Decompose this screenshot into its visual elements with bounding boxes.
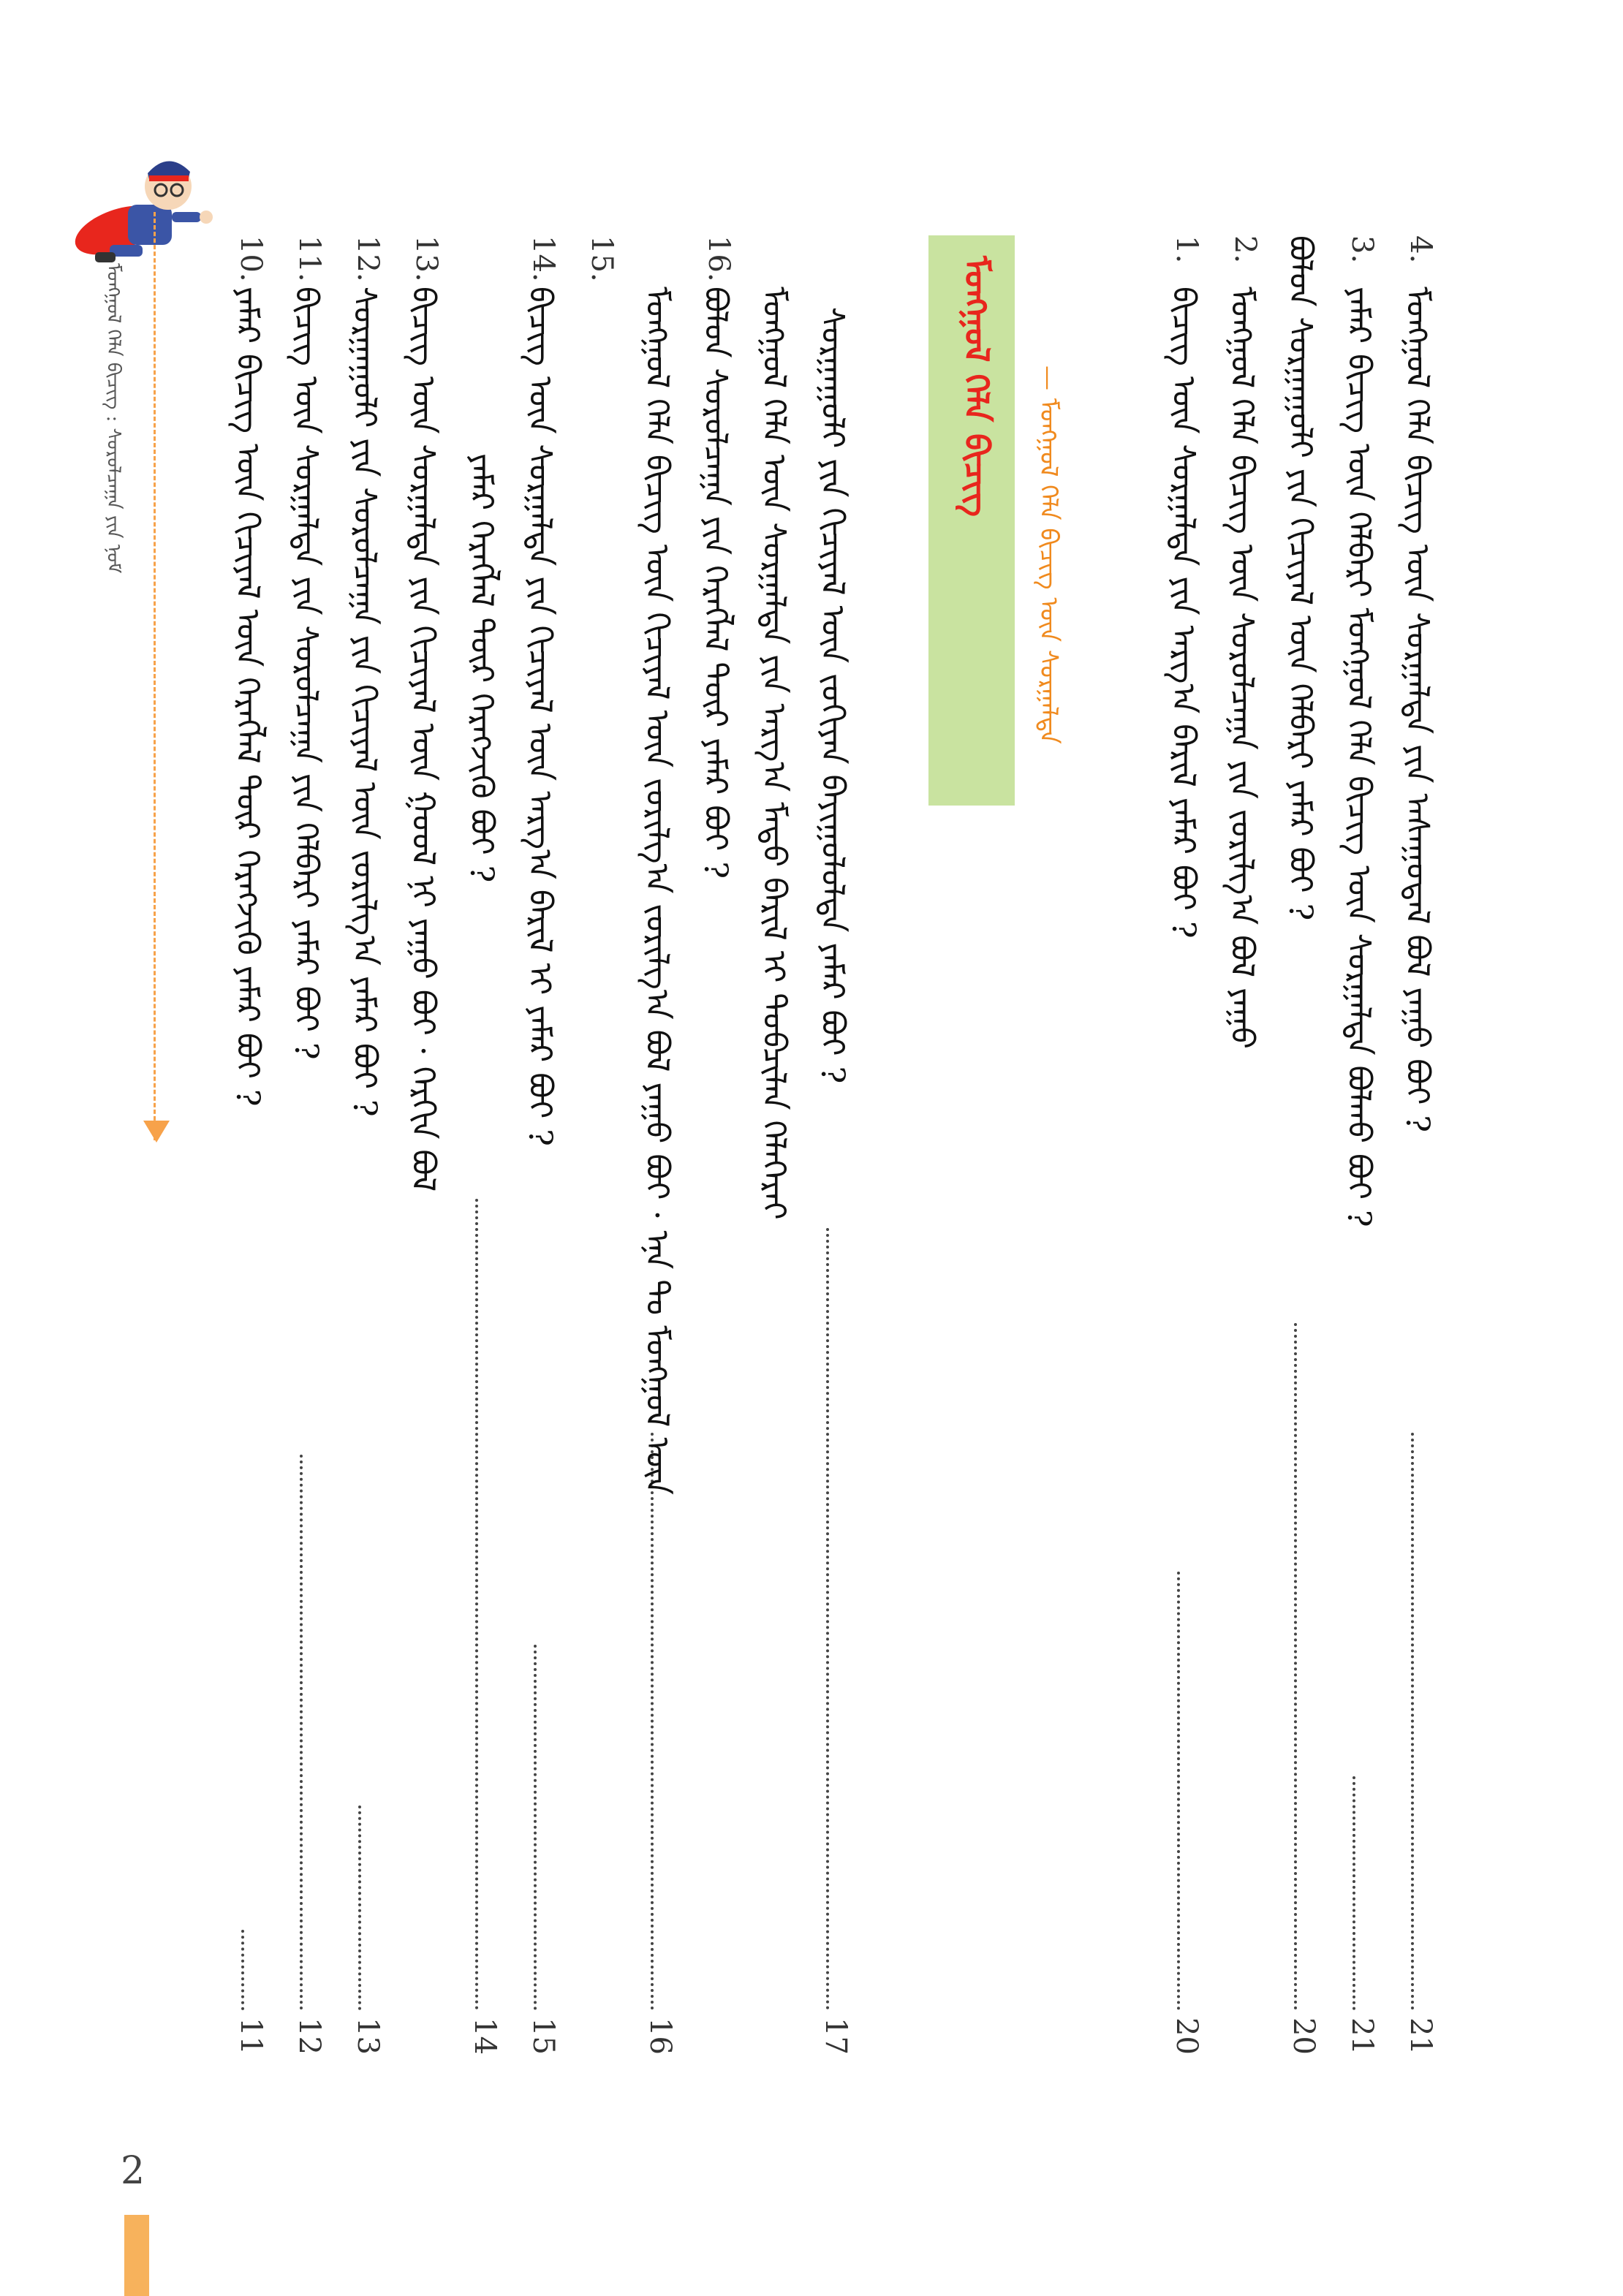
leader-dots [300, 1455, 307, 2010]
leader-dots [241, 1930, 249, 2010]
item-text: ᠪᠣᠯᠤᠨ ᠰᠤᠷᠤᠯᠴᠠᠭᠠ ᠶᠢᠨ ᠬᠡᠷᠡᠭᠯᠡᠯ ᠲᠦᠷ ᠶᠠᠮᠠᠷ ᠪᠤᠢ ? [697, 287, 734, 879]
item-text: ᠰᠤᠷᠭᠠᠭᠤᠯᠢ ᠶᠢᠨ ᠬᠢᠴᠢᠶᠡᠯ ᠦᠨ ᠵᠣᠬᠢᠶᠠᠨ ᠪᠠᠶᠢᠭᠤᠯᠤᠯᠲᠠ ᠶᠠᠮᠠᠷ ᠪᠤᠢ ? [814, 307, 851, 1084]
leader-dots [534, 1645, 541, 2010]
footer-arrow-icon [143, 1121, 170, 1143]
leader-dots [475, 1199, 483, 2010]
footer-dashed-line [154, 212, 156, 1140]
item-text: ᠰᠤᠷᠭᠠᠭᠤᠯᠢ ᠶᠢᠨ ᠰᠤᠷᠤᠯᠴᠠᠭᠠ ᠶᠢᠨ ᠬᠢᠴᠢᠶᠡᠯ ᠦᠨ ᠵᠣᠷᠢᠯᠭ᠎ᠠ ᠶᠠᠮᠠᠷ ᠪᠤᠢ ? [346, 287, 383, 1117]
item-number: 15. [585, 235, 618, 282]
item-text: ᠶᠠᠮᠠᠷ ᠬᠡᠷᠡᠭᠯᠡᠯ ᠲᠦᠷ ᠬᠡᠷᠡᠭᠵᠢᠬᠦ ᠪᠤᠢ ? [463, 453, 500, 883]
item-number: 14. [526, 235, 560, 282]
page-tab-marker [124, 2215, 149, 2296]
leader-dots [1352, 1776, 1360, 2010]
item-number: 1. [1170, 235, 1203, 264]
leader-dots [1411, 1433, 1418, 2010]
leader-dots [1294, 1323, 1301, 2010]
item-text: ᠪᠢᠴᠢᠭ᠌ ᠦᠨ ᠰᠤᠷᠭᠠᠯᠲᠠ ᠶᠢᠨ ᠠᠷᠭ᠎ᠠ ᠪᠠᠷᠢᠯ ᠶᠠᠮᠠᠷ ᠪᠤᠢ ? [1165, 287, 1202, 939]
item-number: 2. [1228, 235, 1262, 264]
item-page: 15 [526, 2017, 560, 2055]
leader-dots [826, 1228, 833, 2010]
leader-dots [651, 1433, 658, 2010]
item-text: ᠪᠢᠴᠢᠭ᠌ ᠦᠨ ᠰᠤᠷᠭᠠᠯᠲᠠ ᠶᠢᠨ ᠰᠤᠷᠤᠯᠴᠠᠭᠠ ᠶᠢᠨ ᠬᠡᠯᠪᠡᠷᠢ ᠶᠠᠮᠠᠷ ᠪᠤᠢ ? [287, 287, 325, 1060]
page-number: 2 [121, 2149, 145, 2193]
item-number: 3. [1345, 235, 1379, 264]
item-page: 17 [819, 2017, 852, 2055]
item-text: ᠶᠠᠮᠠᠷ ᠪᠢᠴᠢᠭ᠌ ᠦᠨ ᠬᠡᠯᠪᠡᠷᠢ ᠮᠣᠩᠭᠣᠯ ᠬᠡᠯᠡ ᠪᠢᠴᠢᠭ᠌ ᠦᠨ ᠰᠤᠷᠭᠠᠯᠲᠠ ᠪᠣᠯᠬᠤ ᠪᠤᠢ ? [1340, 287, 1377, 1227]
item-number: 13. [409, 235, 443, 282]
item-number: 10. [234, 235, 268, 282]
item-page: 11 [234, 2017, 268, 2055]
item-text: ᠪᠣᠯᠤᠨ ᠰᠤᠷᠭᠠᠭᠤᠯᠢ ᠶᠢᠨ ᠬᠢᠴᠢᠶᠡᠯ ᠦᠨ ᠬᠡᠯᠪᠡᠷᠢ ᠶᠠᠮᠠᠷ ᠪᠤᠢ ? [1282, 235, 1319, 921]
leader-dots [1177, 1572, 1184, 2010]
item-page: 21 [1345, 2017, 1379, 2055]
item-page: 21 [1404, 2017, 1437, 2055]
mascot-illustration [66, 135, 219, 274]
item-text: ᠮᠣᠩᠭᠣᠯ ᠬᠡᠯᠡ ᠪᠢᠴᠢᠭ᠌ ᠦᠨ ᠬᠢᠴᠢᠶᠡᠯ ᠦᠨ ᠵᠣᠷᠢᠯᠭ᠎ᠠ ᠵᠣᠷᠢᠯᠭ᠎ᠠ ᠪᠣᠯ ᠶᠠᠭᠤ ᠪᠤᠢ · ᠡᠨᠡ ᠲᠤ ᠮᠣᠩᠭᠣᠯ ᠦᠨ [638, 287, 676, 1495]
item-page: 20 [1287, 2017, 1320, 2055]
section-title: ᠮᠣᠩᠭᠣᠯ ᠬᠡᠯᠡ ᠪᠢᠴᠢᠭ᠌ [957, 256, 996, 517]
item-text: ᠶᠠᠮᠠᠷ ᠪᠢᠴᠢᠭ᠌ ᠦᠨ ᠬᠢᠴᠢᠶᠡᠯ ᠦᠨ ᠬᠡᠷᠡᠭᠯᠡᠯ ᠲᠦᠷ ᠬᠡᠷᠡᠭᠵᠢᠬᠦ ᠶᠠᠮᠠᠷ ᠪᠤᠢ ? [229, 287, 266, 1107]
item-number: 11. [292, 235, 326, 282]
item-number: 16. [702, 235, 735, 282]
item-text: ᠮᠣᠩᠭᠣᠯ ᠬᠡᠯᠡ ᠦᠨ ᠰᠤᠷᠭᠠᠯᠲᠠ ᠶᠢᠨ ᠠᠷᠭ᠎ᠠ ᠮᠡᠲᠦ ᠪᠠᠷᠢᠯ ᠢ ᠲᠣᠪᠴᠢᠯᠠᠨ ᠬᠡᠯᠡᠭᠡᠷᠡᠢ [755, 287, 792, 1220]
leader-dots [358, 1806, 366, 2010]
item-text: ᠮᠣᠩᠭᠣᠯ ᠬᠡᠯᠡ ᠪᠢᠴᠢᠭ᠌ ᠦᠨ ᠰᠤᠷᠭᠠᠯᠲᠠ ᠶᠢᠨ ᠠᠰᠠᠭᠤᠳᠠᠯ ᠪᠣᠯ ᠶᠠᠭᠤ ᠪᠤᠢ ? [1399, 287, 1436, 1132]
section-subtitle: — ᠮᠣᠩᠭᠣᠯ ᠬᠡᠯᠡ ᠪᠢᠴᠢᠭ᠌ ᠦᠨ ᠰᠤᠷᠭᠠᠯᠲᠠ [1034, 365, 1063, 744]
item-page: 20 [1170, 2017, 1203, 2055]
item-page: 13 [351, 2017, 385, 2055]
item-page: 16 [643, 2017, 677, 2055]
item-text: ᠪᠢᠴᠢᠭ᠌ ᠦᠨ ᠰᠤᠷᠭᠠᠯᠲᠠ ᠶᠢᠨ ᠬᠢᠴᠢᠶᠡᠯ ᠦᠨ ᠠᠷᠭ᠎ᠠ ᠪᠠᠷᠢᠯ ᠢ ᠶᠠᠮᠠᠷ ᠪᠤᠢ ? [521, 287, 559, 1146]
item-page: 14 [468, 2017, 502, 2055]
footer-caption: ᠮᠣᠩᠭᠣᠯ ᠬᠡᠯᠡ ᠪᠢᠴᠢᠭ᠌ : ᠰᠤᠷᠤᠯᠴᠠᠭᠠ ᠶᠢᠨ ᠨᠣᠮ [102, 263, 124, 574]
item-text: ᠪᠢᠴᠢᠭ᠌ ᠦᠨ ᠰᠤᠷᠭᠠᠯᠲᠠ ᠶᠢᠨ ᠬᠢᠴᠢᠶᠡᠯ ᠦᠨ ᠭᠣᠣᠯ ᠨᠢ ᠶᠠᠭᠤ ᠪᠤᠢ · ᠬᠡᠷᠬᠢᠨ ᠪᠣᠯ [404, 287, 442, 1192]
item-number: 4. [1404, 235, 1437, 264]
item-page: 12 [292, 2017, 326, 2055]
item-number: 12. [351, 235, 385, 282]
item-text: ᠮᠣᠩᠭᠣᠯ ᠬᠡᠯᠡ ᠪᠢᠴᠢᠭ᠌ ᠦᠨ ᠰᠤᠷᠤᠯᠴᠠᠭᠠ ᠶᠢᠨ ᠵᠣᠷᠢᠯᠭ᠎ᠠ ᠪᠣᠯ ᠶᠠᠭᠤ [1223, 287, 1260, 1049]
